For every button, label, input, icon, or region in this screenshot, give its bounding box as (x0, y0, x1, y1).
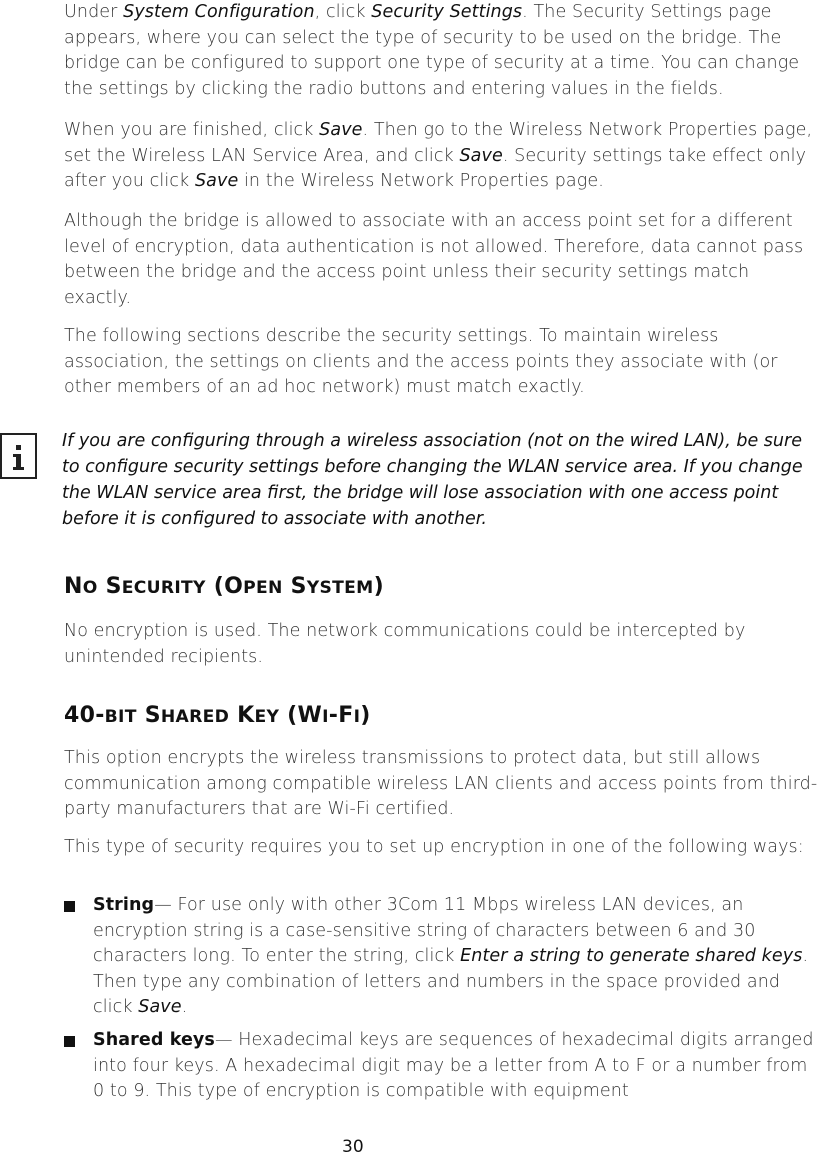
note-text: If you are configuring through a wireless association (not on the wired LAN), be sure to configure security settings before changing the WLAN service area. If you change the WLAN service area first, the bridge will lose association with one access point before it is configured to associate with another. (62, 431, 803, 529)
info-icon (0, 433, 37, 479)
ui-reference: Save (459, 145, 503, 166)
text-span: , click (314, 2, 372, 22)
ui-reference: Save (138, 997, 182, 1017)
text-span: . Then go to the Wireless Network Properties page, set the Wireless LAN Service Area, and click (64, 120, 813, 166)
text-span: . Then type any combination of letters and numbers in the space provided and click (93, 946, 809, 1017)
list-item-text (93, 893, 819, 1021)
intro-paragraph-1 (64, 0, 819, 102)
intro-paragraph-4: The following sections describe the security settings. To maintain wireless association, the settings on clients and the access points they associate with (or other members of an ad hoc network) must match exactly. (64, 326, 778, 397)
ui-reference: Enter a string to generate shared keys (460, 946, 803, 966)
ui-reference: Save (319, 120, 363, 140)
ui-reference: System Configuration (123, 2, 315, 22)
list-item-lead: Shared keys (93, 1030, 215, 1050)
40bit-paragraph-1: This option encrypts the wireless transmissions to protect data, but still allows communication among compatible wireless LAN clients and access points from third-party manufacturers that are Wi-Fi certified. (64, 748, 818, 819)
list-item-text (93, 1028, 819, 1105)
text-span: — For use only with other 3Com 11 Mbps wireless LAN devices, an encryption string is a case-sensitive string of characters between 6 and 30 characters long. To enter the string, click (93, 895, 756, 966)
bullet-square-icon (64, 901, 75, 912)
intro-paragraph-3: Although the bridge is allowed to associate with an access point set for a different level of encryption, data authentication is not allowed. Therefore, data cannot pass between the bridge and the access point unless their security settings match exactly. (64, 211, 804, 308)
text-span: . Security settings take effect only after you click (64, 145, 807, 191)
ui-reference: Security Settings (371, 2, 523, 22)
text-span: . (181, 997, 188, 1017)
text-span: Under (64, 2, 124, 22)
page-number: 30 (342, 1137, 364, 1157)
list-item-lead: String (93, 895, 155, 915)
section-heading-40bit-shared-key: 40-BIT SHARED KEY (WI-FI) (64, 703, 371, 728)
bullet-square-icon (64, 1036, 75, 1047)
text-span: in the Wireless Network Properties page. (238, 171, 604, 191)
text-span: . The Security Settings page appears, where you can select the type of security to be used on the bridge. The bridge can be configured to support one type of security at a time. You can change the settings by clicking the radio buttons and entering values in the fields. (64, 2, 800, 99)
text-span: When you are finished, click (64, 120, 320, 140)
text-span: — Hexadecimal keys are sequences of hexadecimal digits arranged into four keys. A hexadecimal digit may be a letter from A to F or a number from 0 to 9. This type of encryption is compatible with equipment (93, 1030, 814, 1101)
ui-reference: Save (194, 171, 239, 191)
intro-paragraph-2 (64, 118, 819, 195)
no-security-paragraph: No encryption is used. The network communications could be intercepted by unintended recipients. (64, 621, 746, 667)
40bit-paragraph-2: This type of security requires you to set up encryption in one of the following ways: (64, 837, 804, 857)
section-heading-no-security: NO SECURITY (OPEN SYSTEM) (64, 574, 384, 599)
